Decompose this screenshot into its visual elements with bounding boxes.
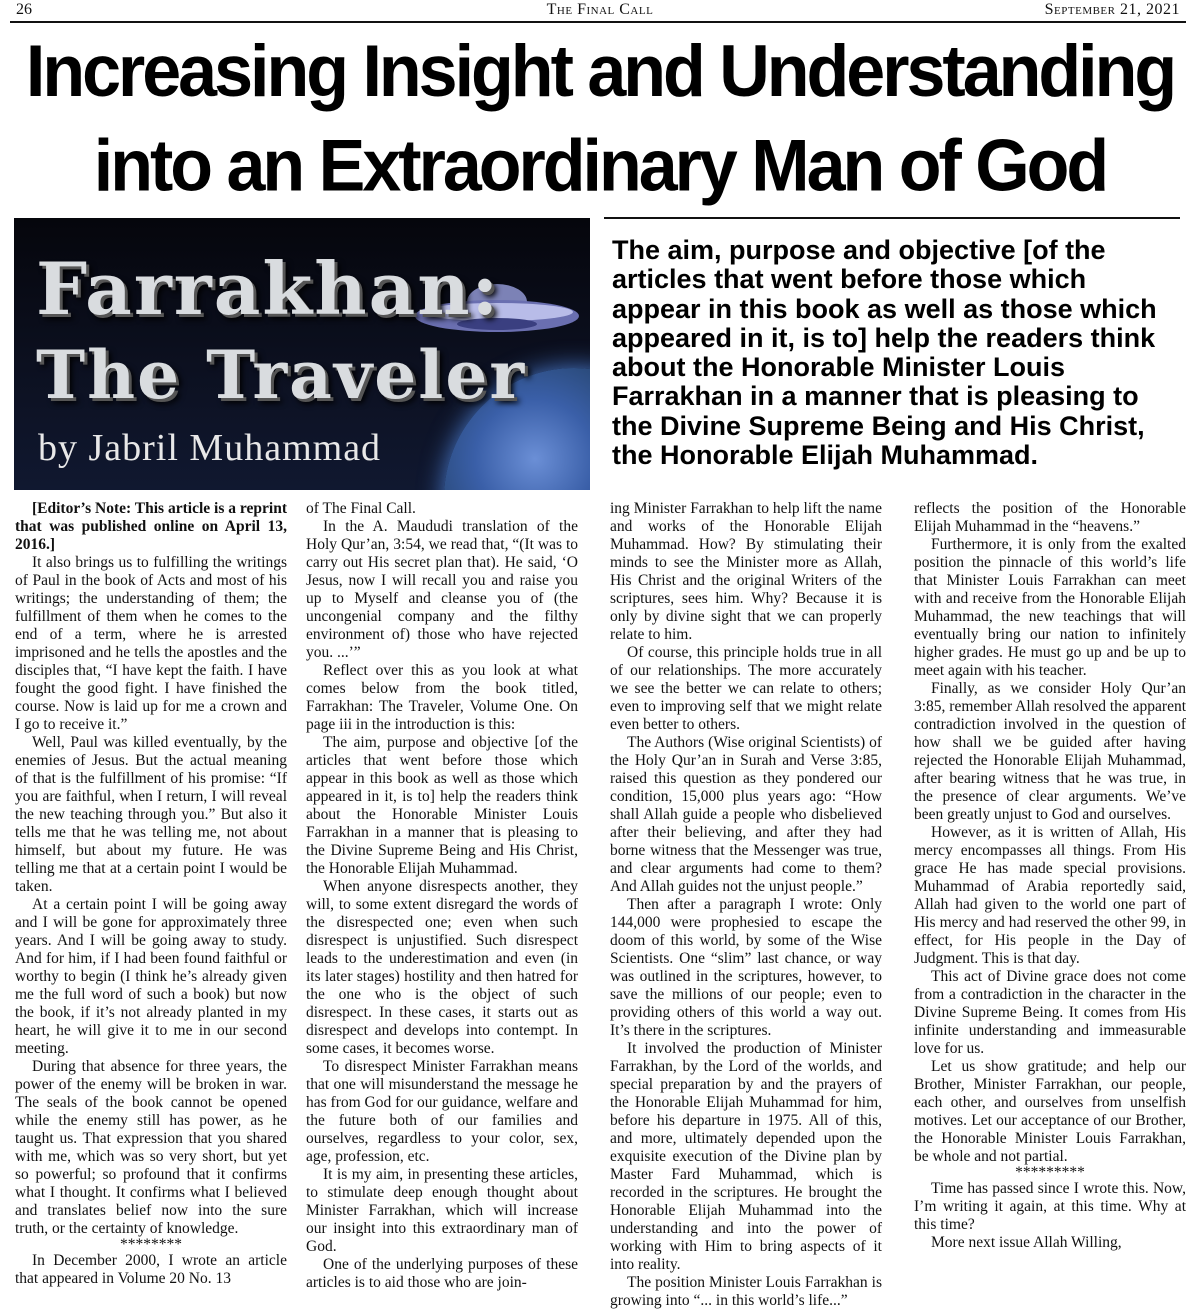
section-separator: ******** — [120, 1236, 182, 1253]
paragraph: Time has passed since I wrote this. Now, I’m writing it again, at this time. Why at this time? — [914, 1180, 1186, 1233]
paragraph: Then after a paragraph I wrote: Only 144,000 were prophesied to escape the doom of this world, by some of the Wise Scientists. One “slim” last chance, or way was outlined in the scriptures, however, to save the millions of our people; even to providing others of this world a way out. It’s there in the scriptures. — [610, 896, 882, 1039]
paragraph: Finally, as we consider Holy Qur’an 3:85, remember Allah resolved the apparent contradiction involved in the question of how shall we be guided after having rejected the Honorable Elijah Muhammad, after bearing witness that he was true, in the presence of clear arguments. We’ve been greatly unjust to God and ourselves. — [914, 680, 1187, 823]
paragraph: In the A. Maududi translation of the Holy Qur’an, 3:54, we read that, “(It was to carry out His secret plan that). He said, ‘O Jesus, now I will recall you and raise you up to Myself and cleanse you of (the uncongenial company and the filthy environment of) those who have rejected you. ...’” — [306, 518, 578, 661]
banner-title-line-1: Farrakhan: — [36, 246, 501, 331]
section-separator: ********* — [1015, 1164, 1085, 1181]
paragraph: In December 2000, I wrote an article that appeared in Volume 20 No. 13 — [15, 1252, 287, 1287]
paragraph: Let us show gratitude; and help our Brother, Minister Farrakhan, our people, each other, and ourselves from unselfish motives. Let our acceptance of our Brother, the Honorable Minister Louis Farrakhan, be whole and not partial. — [914, 1058, 1186, 1165]
paragraph: Of course, this principle holds true in all of our relationships. The more accurately we see the better we can relate to others; even to improving self that we might relate even better to others. — [610, 644, 882, 733]
issue-date: September 21, 2021 — [1044, 1, 1180, 18]
page-number: 26 — [16, 1, 32, 18]
headline-line-2: into an Extraordinary Man of God — [93, 124, 1107, 207]
paragraph: Furthermore, it is only from the exalted position the pinnacle of this world’s life that Minister Louis Farrakhan can meet with and receive from the Honorable Elijah Muhammad, the new teachings that will eventually bring our nation to infinitely higher grades. He must go up and be up to meet again with his teacher. — [914, 536, 1186, 679]
pull-quote: The aim, purpose and objective [of the articles that went before those which appear in this book as well as those which appeared in it, is to] help the readers think about the Honorable Minister Louis Farrakhan in a manner that is pleasing to the Divine Supreme Being and His Christ, the Honorable Elijah Muhammad. — [612, 235, 1157, 471]
paragraph: The position Minister Louis Farrakhan is growing into “... in this world’s life...” — [610, 1274, 882, 1309]
article-column-1 — [15, 500, 287, 1288]
page-header — [14, 0, 1186, 22]
paragraph: ing Minister Farrakhan to help lift the name and works of the Honorable Elijah Muhammad. How? By stimulating their minds to see the Minister more as Allah, His Christ and the original Writers of the scriptures, sees him. Why? Because it is only by divine sight that we can properly relate to him. — [610, 500, 882, 643]
newspaper-name: The Final Call — [546, 1, 654, 18]
paragraph: To disrespect Minister Farrakhan means that one will misunderstand the message he has from God for our guidance, welfare and the future both of our families and ourselves, regardless to your color, sex, age, profession, etc. — [306, 1058, 579, 1165]
paragraph: It involved the production of Minister Farrakhan, by the Lord of the worlds, and special preparation by and the prayers of the Honorable Elijah Muhammad for him, before his departure in 1975. All of this, and more, ultimately depended upon the exquisite execution of the Divine plan by Master Fard Muhammad, which is recorded in the scriptures. He brought the Honorable Elijah Muhammad into the understanding and into the power of working with Him to bring aspects of it into reality. — [610, 1040, 882, 1273]
paragraph: More next issue Allah Willing, — [931, 1234, 1122, 1251]
paragraph: One of the underlying purposes of these articles is to aid those who are join- — [306, 1256, 578, 1291]
paragraph: However, as it is written of Allah, His mercy encompasses all things. From His grace He has made special provisions. Muhammad of Arabia reportedly said, Allah had given to the world one part of His mercy and had reserved the other 99, in effect, for His people in the Day of Judgment. This is that day. — [914, 824, 1186, 967]
paragraph: Well, Paul was killed eventually, by the enemies of Jesus. But the actual meaning of that is the fulfillment of his promise: “If you are faithful, when I return, I will reveal the new teaching through you.” But also it tells me that he was telling me, not about himself, but about my future. He was telling me that at a certain point I would be taken. — [15, 734, 287, 895]
article-column-3 — [610, 500, 882, 1310]
paragraph: It is my aim, in presenting these articles, to stimulate deep enough thought about Minister Farrakhan, which will increase our insight into this extraordinary man of God. — [306, 1166, 578, 1255]
banner-title-line-2: The Traveler — [36, 336, 527, 414]
banner-byline: by Jabril Muhammad — [38, 427, 382, 469]
pull-quote-rule — [604, 217, 1180, 219]
paragraph: When anyone disrespects another, they will, to some extent disregard the words of the disrespected one; even when such disrespect is unjustified. Such disrespect leads to the underestimation and even (in its later stages) hostility and then hatred for the one who is the object of such disrespect. In these cases, it starts out as disrespect and develops into contempt. In some cases, it becomes worse. — [306, 878, 578, 1057]
headline-line-1: Increasing Insight and Understanding — [25, 29, 1175, 112]
article-column-4 — [914, 500, 1186, 1252]
paragraph: It also brings us to fulfilling the writings of Paul in the book of Acts and most of his writings; the understanding of them; the fulfillment of them when he comes to the end of a term, where he is arrested imprisoned and he tells the apostles and the disciples that, “I have kept the faith. I have fought the good fight. I have finished the course. Now is laid up for me a crown and I go to receive it.” — [15, 554, 287, 733]
paragraph: The Authors (Wise original Scientists) of the Holy Qur’an in Surah and Verse 3:85, raised this question as they pondered our condition, 15,000 plus years ago: “How shall Allah guide a people who disbelieved after their believing, and after they had borne witness that the Messenger was true, and clear arguments had come to them? And Allah guides not the unjust people.” — [610, 734, 882, 895]
paragraph: This act of Divine grace does not come from a contradiction in the character in the Divine Supreme Being. It comes from His infinite understanding and immeasurable love for us. — [914, 968, 1186, 1057]
column-banner-image — [14, 218, 590, 490]
headline — [0, 24, 1200, 213]
paragraph: Reflect over this as you look at what comes below from the book titled, Farrakhan: The Traveler, Volume One. On page iii in the introduction is this: — [306, 662, 578, 733]
paragraph: of The Final Call. — [306, 500, 416, 517]
paragraph: At a certain point I will be going away and I will be gone for approximately three years. And I will be going away to study. And for him, if I had been found faithful or worthy to begin (I think he’s already given me the full word of such a book) but now the book, if it’s not already planted in my heart, he will give it to me in our second meeting. — [15, 896, 287, 1057]
paragraph: reflects the position of the Honorable Elijah Muhammad in the “heavens.” — [914, 500, 1186, 535]
article-column-2 — [306, 500, 578, 1292]
paragraph: The aim, purpose and objective [of the articles that went before those which appear in this book as well as those which appeared in it, is to] help the readers think about the Honorable Minister Louis Farrakhan in a manner that is pleasing to the Divine Supreme Being and His Christ, the Honorable Elijah Muhammad. — [306, 734, 578, 877]
paragraph: During that absence for three years, the power of the enemy will be broken in war. The seals of the book cannot be opened while the enemy still has power, as he taught us. That expression that you shared with me, which was so very short, but yet so powerful; so profound that it confirms what I thought. It confirms what I believed and translates belief now into the sure truth, or the certainty of knowledge. — [15, 1058, 287, 1237]
editors-note: [Editor’s Note: This article is a reprint that was published online on April 13, 2016.] — [15, 500, 287, 553]
